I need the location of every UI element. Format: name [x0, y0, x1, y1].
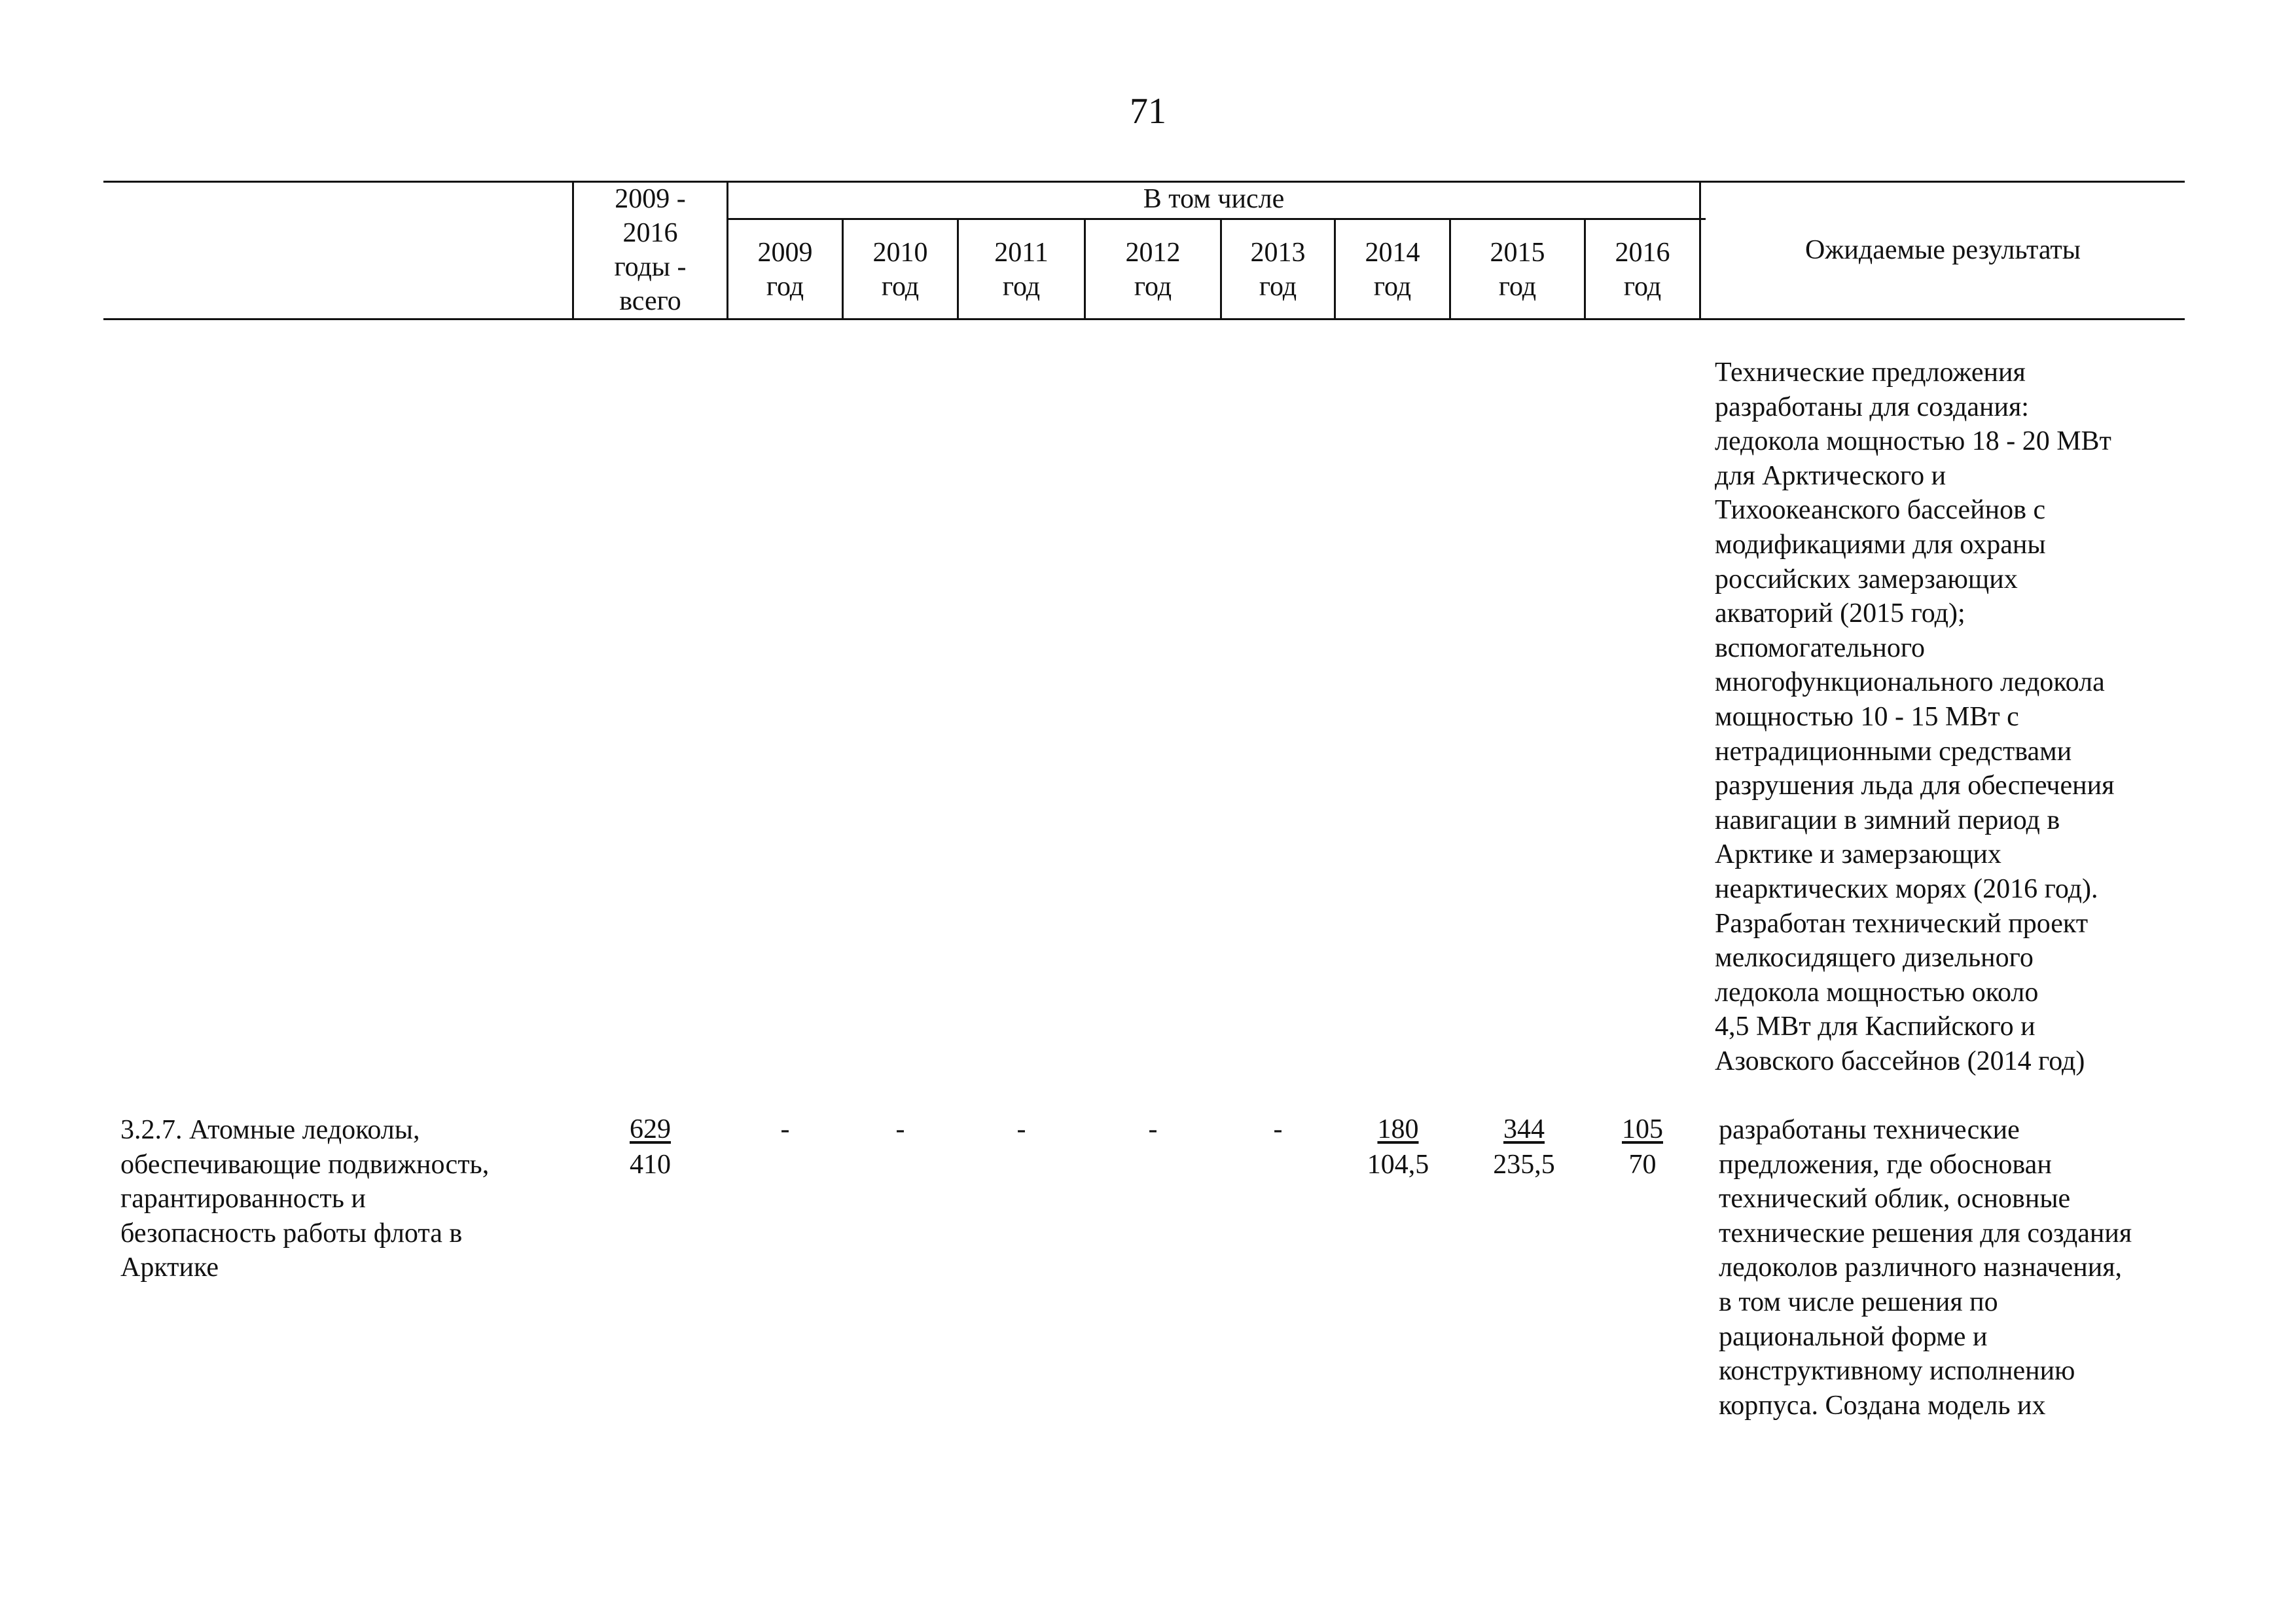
header-year-2010	[844, 236, 957, 304]
year-label: 2011	[994, 238, 1049, 268]
header-year-2016	[1586, 236, 1699, 304]
year-label: 2010	[872, 238, 928, 268]
row-327-2010: -	[895, 1114, 905, 1144]
year-label: 2016	[1615, 238, 1670, 268]
y2016-bottom-value: 70	[1628, 1150, 1657, 1180]
year-unit: год	[1134, 272, 1172, 302]
header-year-2009	[728, 236, 842, 304]
year-unit: год	[1498, 272, 1537, 302]
y2014-top-value: 180	[1377, 1114, 1419, 1144]
row-327-2015	[1458, 1112, 1590, 1182]
y2015-bottom-value: 235,5	[1493, 1150, 1555, 1180]
y2014-bottom-value: 104,5	[1367, 1150, 1429, 1180]
header-results: Ожидаемые результаты	[1805, 235, 2081, 265]
header-group-label: В том числе	[1143, 184, 1285, 214]
continuation-results-text: Технические предложения разработаны для создания: ледокола мощностью 18 - 20 МВт для Арктического и Тихоокеанского бассейнов с модификациями для охраны российских замерзающих акваторий (2015 год); вспомогательного многофункционального ледокола мощностью 10 - 15 МВт с нетрадиционными средствами разрушения льда для обеспечения навигации в зимний период в Арктике и замерзающих неарктических морях (2016 год). Разработан технический проект мелкосидящего дизельного ледокола мощностью около 4,5 МВт для Каспийского и Азовского бассейнов (2014 год)	[1715, 357, 2115, 1076]
year-label: 2015	[1490, 238, 1545, 268]
row-327-2009: -	[780, 1114, 790, 1144]
year-unit: год	[1002, 272, 1041, 302]
group-header-rule	[728, 218, 1706, 220]
year-unit: год	[881, 272, 920, 302]
row-327-total	[574, 1112, 726, 1182]
y2016-top-value: 105	[1622, 1114, 1663, 1144]
header-year-2015	[1451, 236, 1584, 304]
y2015-top-value: 344	[1503, 1114, 1545, 1144]
page-number: 71	[1130, 91, 1166, 132]
total-bottom-value: 410	[630, 1150, 671, 1180]
year-unit: год	[1623, 272, 1662, 302]
year-unit: год	[1373, 272, 1412, 302]
year-label: 2009	[757, 238, 813, 268]
row-327-2014	[1336, 1112, 1460, 1182]
table-header-bottom-rule	[103, 318, 2185, 320]
row-327-name: 3.2.7. Атомные ледоколы, обеспечивающие подвижность, гарантированность и безопасность работы флота в Арктике	[120, 1115, 490, 1283]
header-year-2014	[1336, 236, 1449, 304]
row-327-2011: -	[1016, 1114, 1026, 1144]
year-label: 2013	[1250, 238, 1306, 268]
total-top-value: 629	[630, 1114, 671, 1144]
row-327-results: разработаны технические предложения, где обоснован технический облик, основные технические решения для создания ледоколов различного назначения, в том числе решения по рациональной форме и конструктивному исполнению корпуса. Создана модель их	[1719, 1115, 2132, 1421]
row-327-2012: -	[1148, 1114, 1158, 1144]
row-327-2016	[1586, 1112, 1699, 1182]
header-year-2013	[1222, 236, 1334, 304]
year-unit: год	[1259, 272, 1297, 302]
row-327-2013: -	[1273, 1114, 1283, 1144]
header-year-2012	[1086, 236, 1220, 304]
year-label: 2012	[1125, 238, 1181, 268]
header-total: 2009 - 2016 годы - всего	[614, 184, 687, 316]
year-label: 2014	[1365, 238, 1420, 268]
year-unit: год	[766, 272, 804, 302]
header-year-2011	[959, 236, 1084, 304]
